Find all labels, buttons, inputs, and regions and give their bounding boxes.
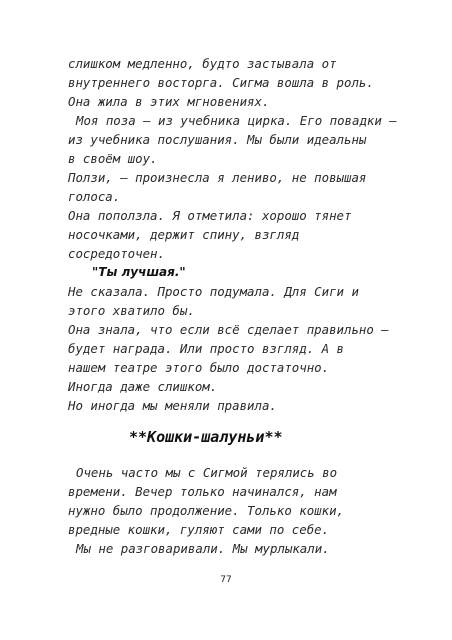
text-line: в своём шоу. bbox=[68, 151, 158, 166]
quote-line: "Ты лучшая." bbox=[92, 265, 186, 279]
text-line: сосредоточен. bbox=[68, 246, 165, 261]
text-line: нужно было продолжение. Только кошки, bbox=[68, 503, 345, 518]
text-line: внутреннего восторга. Сигма вошла в роль. bbox=[68, 75, 374, 90]
text-line: Не сказала. Просто подумала. Для Сиги и bbox=[68, 284, 359, 299]
body-text bbox=[68, 54, 397, 415]
text-line: Ползи, – произнесла я лениво, не повышая bbox=[68, 170, 367, 185]
text-line: нашем театре этого было достаточно. bbox=[68, 360, 330, 375]
text-line: слишком медленно, будто застывала от bbox=[68, 56, 337, 71]
text-line: Она жила в этих мгновениях. bbox=[68, 94, 270, 109]
text-line: Мы не разговаривали. Мы мурлыкали. bbox=[76, 541, 330, 556]
text-line: Иногда даже слишком. bbox=[68, 379, 218, 394]
text-line: Она знала, что если всё сделает правильно – bbox=[68, 322, 389, 337]
text-line: этого хватило бы. bbox=[68, 303, 195, 318]
text-line: Она поползла. Я отметила: хорошо тянет bbox=[68, 208, 352, 223]
text-line: голоса. bbox=[68, 189, 121, 204]
text-line: из учебника послушания. Мы были идеальны bbox=[68, 132, 367, 147]
text-line: вредные кошки, гуляют сами по себе. bbox=[68, 522, 330, 537]
text-line: времени. Вечер только начинался, нам bbox=[68, 484, 337, 499]
text-line: будет награда. Или просто взгляд. А в bbox=[68, 341, 345, 356]
page-number: 77 bbox=[220, 575, 232, 585]
text-line: Моя поза – из учебника цирка. Его повадки – bbox=[76, 113, 397, 128]
text-line: носочками, держит спину, взгляд bbox=[68, 227, 300, 242]
section-heading: **Кошки-шалуньи** bbox=[129, 428, 283, 446]
text-line: Но иногда мы меняли правила. bbox=[68, 398, 277, 413]
section-body-text bbox=[68, 463, 368, 558]
text-line: Очень часто мы с Сигмой терялись во bbox=[76, 465, 338, 480]
